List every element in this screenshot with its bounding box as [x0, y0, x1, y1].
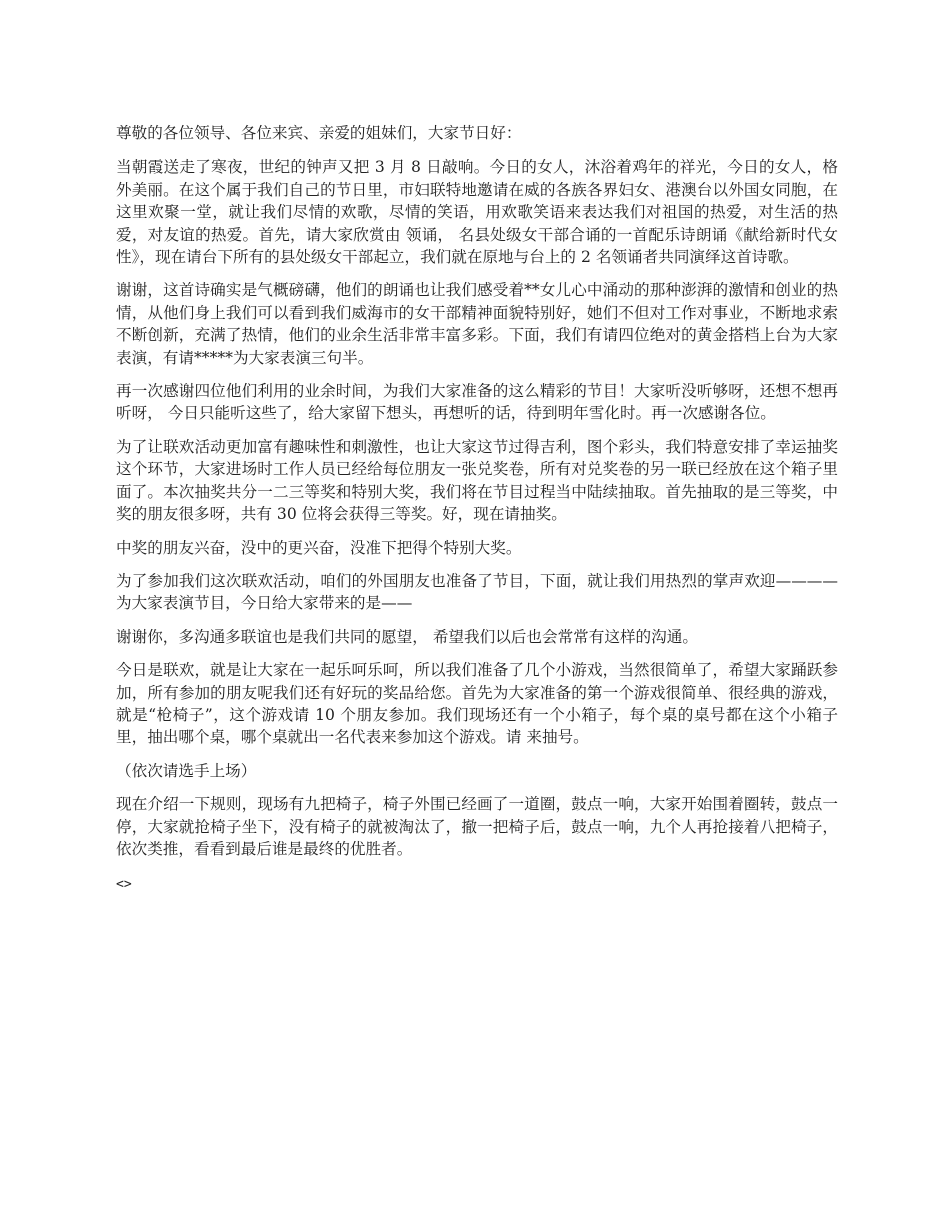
document-body: [116, 122, 838, 908]
paragraph-6: 为了参加我们这次联欢活动，咱们的外国朋友也准备了节目，下面，就让我们用热烈的掌声欢迎————为大家表演节目，今日给大家带来的是——: [116, 571, 838, 613]
paragraph-9: （依次请选手上场）: [116, 761, 257, 780]
greeting-line: 尊敬的各位领导、各位来宾、亲爱的姐妹们，大家节日好：: [116, 124, 522, 142]
footer-marker: <>: [116, 877, 132, 893]
paragraph-10: 现在介绍一下规则，现场有九把椅子，椅子外围已经画了一道圈，鼓点一响，大家开始围着圈转，鼓点一停，大家就抢椅子坐下，没有椅子的就被淘汰了，撤一把椅子后，鼓点一响，九个人再抢接着八把椅子，依次类推，看看到最后谁是最终的优胜者。: [116, 795, 838, 858]
paragraph-8: 今日是联欢，就是让大家在一起乐呵乐呵，所以我们准备了几个小游戏，当然很简单了，希望大家踊跃参加，所有参加的朋友呢我们还有好玩的奖品给您。首先为大家准备的第一个游戏很简单、很经典的游戏，就是“枪椅子”，这个游戏请 10 个朋友参加。我们现场还有一个小箱子，每个桌的桌号都在这个小箱子里，抽出哪个桌，哪个桌就出一名代表来参加这个游戏。请 来抽号。: [116, 661, 838, 747]
paragraph-5: 中奖的朋友兴奋，没中的更兴奋，没准下把得个特别大奖。: [116, 538, 522, 557]
paragraph-3: 再一次感谢四位他们利用的业余时间，为我们大家准备的这么精彩的节目！大家听没听够呀，还想不想再听呀， 今日只能听这些了，给大家留下想头，再想听的话，待到明年雪化时。再一次感谢各位。: [116, 382, 838, 423]
paragraph-7: 谢谢你，多沟通多联谊也是我们共同的愿望， 希望我们以后也会常常有这样的沟通。: [116, 627, 698, 646]
paragraph-1: 当朝霞送走了寒夜，世纪的钟声又把 3 月 8 日敲响。今日的女人，沐浴着鸡年的祥光，今日的女人，格外美丽。在这个属于我们自己的节日里，市妇联特地邀请在威的各族各界妇女、港澳台以外国女同胞，在这里欢聚一堂，就让我们尽情的欢歌，尽情的笑语，用欢歌笑语来表达我们对祖国的热爱，对生活的热爱，对友谊的热爱。首先，请大家欣赏由 领诵， 名县处级女干部合诵的一首配乐诗朗诵《献给新时代女性》，现在请台下所有的县处级女干部起立，我们就在原地与台上的 2 名领诵者共同演绎这首诗歌。: [116, 158, 838, 267]
paragraph-4: 为了让联欢活动更加富有趣味性和刺激性，也让大家这节过得吉利，图个彩头，我们特意安排了幸运抽奖这个环节，大家进场时工作人员已经给每位朋友一张兑奖卷，所有对兑奖卷的另一联已经放在这个箱子里面了。本次抽奖共分一二三等奖和特别大奖，我们将在节目过程当中陆续抽取。首先抽取的是三等奖，中奖的朋友很多呀，共有 30 位将会获得三等奖。好，现在请抽奖。: [116, 437, 838, 524]
paragraph-2: 谢谢，这首诗确实是气概磅礴，他们的朗诵也让我们感受着**女儿心中涌动的那种澎湃的激情和创业的热情，从他们身上我们可以看到我们威海市的女干部精神面貌特别好，她们不但对工作对事业，不断地求索不断创新，充满了热情，他们的业余生活非常丰富多彩。下面，我们有请四位绝对的黄金搭档上台为大家表演，有请*****为大家表演三句半。: [116, 281, 838, 367]
